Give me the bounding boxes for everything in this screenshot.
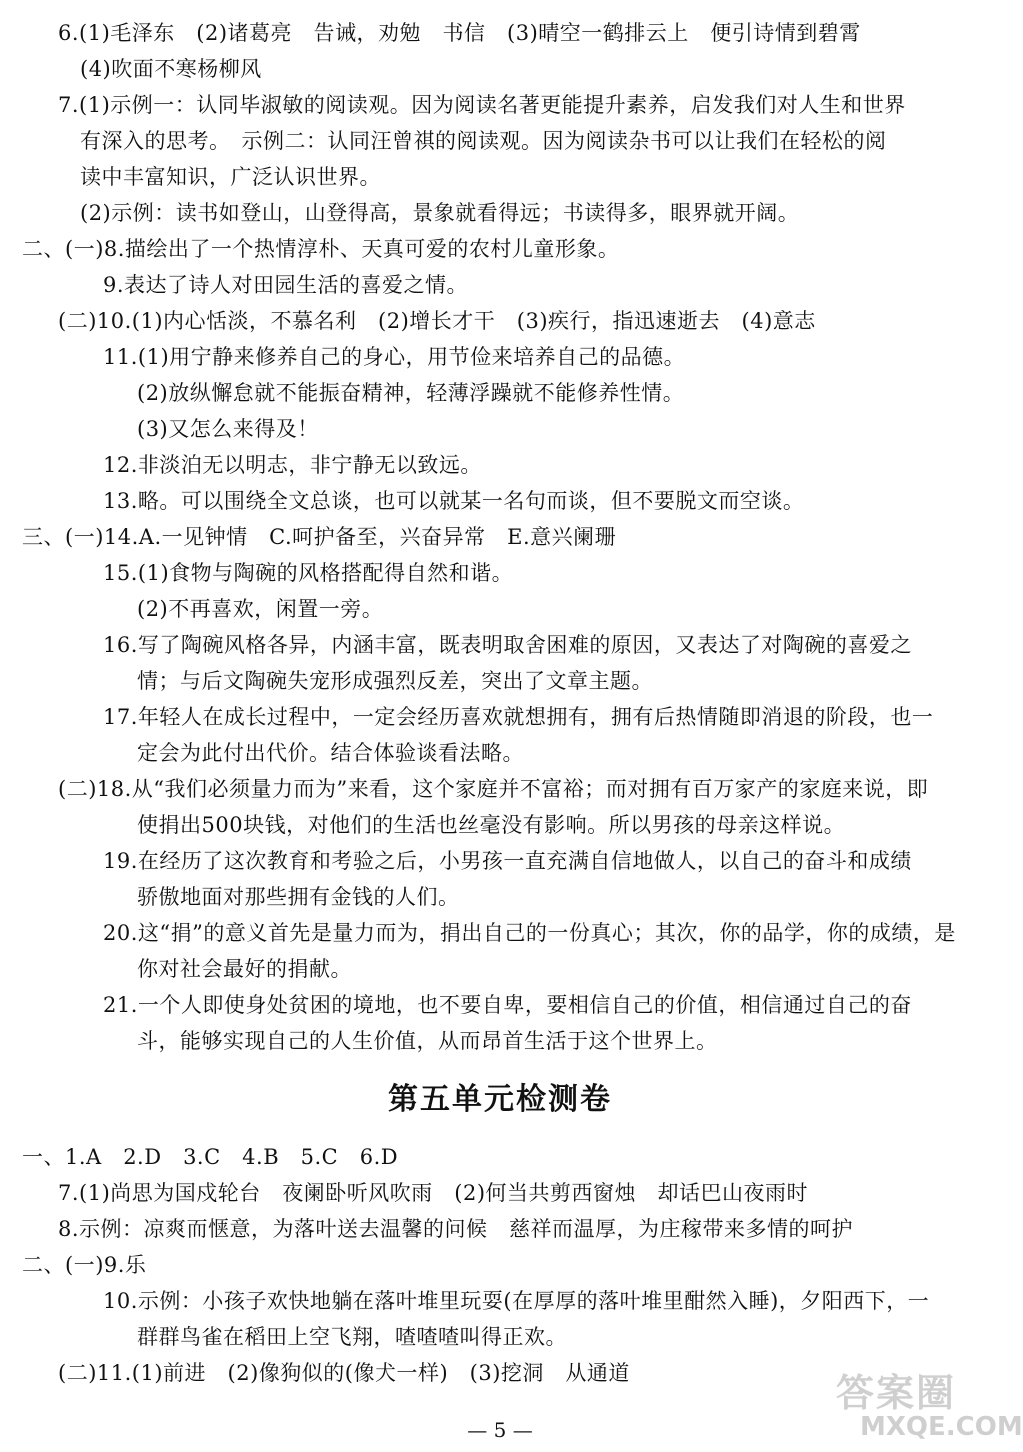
answer-line: 三、(一)14.A.一见钟情 C.呵护备至，兴奋异常 E.意兴阑珊 (22, 525, 617, 549)
answer-line: 9.表达了诗人对田园生活的喜爱之情。 (103, 273, 469, 297)
answer-line: 21.一个人即使身处贫困的境地，也不要自卑，要相信自己的价值，相信通过自己的奋 (103, 993, 912, 1017)
answer-line: 二、(一)8.描绘出了一个热情淳朴、天真可爱的农村儿童形象。 (22, 237, 620, 261)
answer-line: 16.写了陶碗风格各异，内涵丰富，既表明取舍困难的原因，又表达了对陶碗的喜爱之 (103, 633, 912, 657)
answer-line: 二、(一)9.乐 (22, 1253, 147, 1277)
answer-line: 群群鸟雀在稻田上空飞翔，喳喳喳叫得正欢。 (137, 1325, 567, 1349)
answer-line: 你对社会最好的捐献。 (137, 957, 352, 981)
answer-line: 10.示例：小孩子欢快地躺在落叶堆里玩耍(在厚厚的落叶堆里酣然入睡)，夕阳西下，一 (103, 1289, 930, 1313)
answer-line: (3)又怎么来得及！ (137, 417, 319, 441)
answer-line: 情；与后文陶碗失宠形成强烈反差，突出了文章主题。 (137, 669, 653, 693)
answer-line: 15.(1)食物与陶碗的风格搭配得自然和谐。 (103, 561, 514, 585)
page-number: — 5 — (467, 1418, 533, 1442)
answer-line: (2)不再喜欢，闲置一旁。 (137, 597, 384, 621)
answer-line: (2)示例：读书如登山，山登得高，景象就看得远；书读得多，眼界就开阔。 (80, 201, 800, 225)
answer-line: (二)10.(1)内心恬淡，不慕名利 (2)增长才干 (3)疾行，指迅速逝去 (4)意志 (58, 309, 816, 333)
watermark-text: 答案圈 (836, 1371, 957, 1415)
answer-line: 12.非淡泊无以明志，非宁静无以致远。 (103, 453, 482, 477)
watermark-url: MXQE.COM (860, 1412, 1023, 1442)
answer-line: 定会为此付出代价。结合体验谈看法略。 (137, 741, 524, 765)
answer-line: (二)11.(1)前进 (2)像狗似的(像犬一样) (3)挖洞 从通道 (58, 1361, 630, 1385)
answer-line: 17.年轻人在成长过程中，一定会经历喜欢就想拥有，拥有后热情随即消退的阶段，也一 (103, 705, 934, 729)
answer-line: 8.示例：凉爽而惬意，为落叶送去温馨的问候 慈祥而温厚，为庄稼带来多情的呵护 (58, 1217, 854, 1241)
answer-line: 7.(1)尚思为国戍轮台 夜阑卧听风吹雨 (2)何当共剪西窗烛 却话巴山夜雨时 (58, 1181, 809, 1205)
answer-line: 骄傲地面对那些拥有金钱的人们。 (137, 885, 460, 909)
answer-line: 一、1.A 2.D 3.C 4.B 5.C 6.D (22, 1145, 399, 1169)
answer-line: 11.(1)用宁静来修养自己的身心，用节俭来培养自己的品德。 (103, 345, 686, 369)
answer-line: 6.(1)毛泽东 (2)诸葛亮 告诫，劝勉 书信 (3)晴空一鹤排云上 便引诗情到碧霄 (58, 21, 861, 45)
section-title: 第五单元检测卷 (388, 1082, 612, 1117)
answer-line: 20.这“捐”的意义首先是量力而为，捐出自己的一份真心；其次，你的品学，你的成绩，是 (103, 921, 956, 945)
answer-line: 7.(1)示例一：认同毕淑敏的阅读观。因为阅读名著更能提升素养，启发我们对人生和世界 (58, 93, 906, 117)
answer-line: 读中丰富知识，广泛认识世界。 (80, 165, 381, 189)
answer-line: 19.在经历了这次教育和考验之后，小男孩一直充满自信地做人，以自己的奋斗和成绩 (103, 849, 912, 873)
answer-line: 使捐出500块钱，对他们的生活也丝毫没有影响。所以男孩的母亲这样说。 (137, 813, 846, 837)
answer-line: (二)18.从“我们必须量力而为”来看，这个家庭并不富裕；而对拥有百万家产的家庭来说，即 (58, 777, 929, 801)
answer-line: 斗，能够实现自己的人生价值，从而昂首生活于这个世界上。 (137, 1029, 718, 1053)
answer-line: 13.略。可以围绕全文总谈，也可以就某一名句而谈，但不要脱文而空谈。 (103, 489, 805, 513)
answer-line: (2)放纵懈怠就不能振奋精神，轻薄浮躁就不能修养性情。 (137, 381, 685, 405)
answer-line: (4)吹面不寒杨柳风 (80, 57, 262, 81)
answer-line: 有深入的思考。 示例二：认同汪曾祺的阅读观。因为阅读杂书可以让我们在轻松的阅 (80, 129, 887, 153)
watermark-logo (830, 1362, 1023, 1448)
